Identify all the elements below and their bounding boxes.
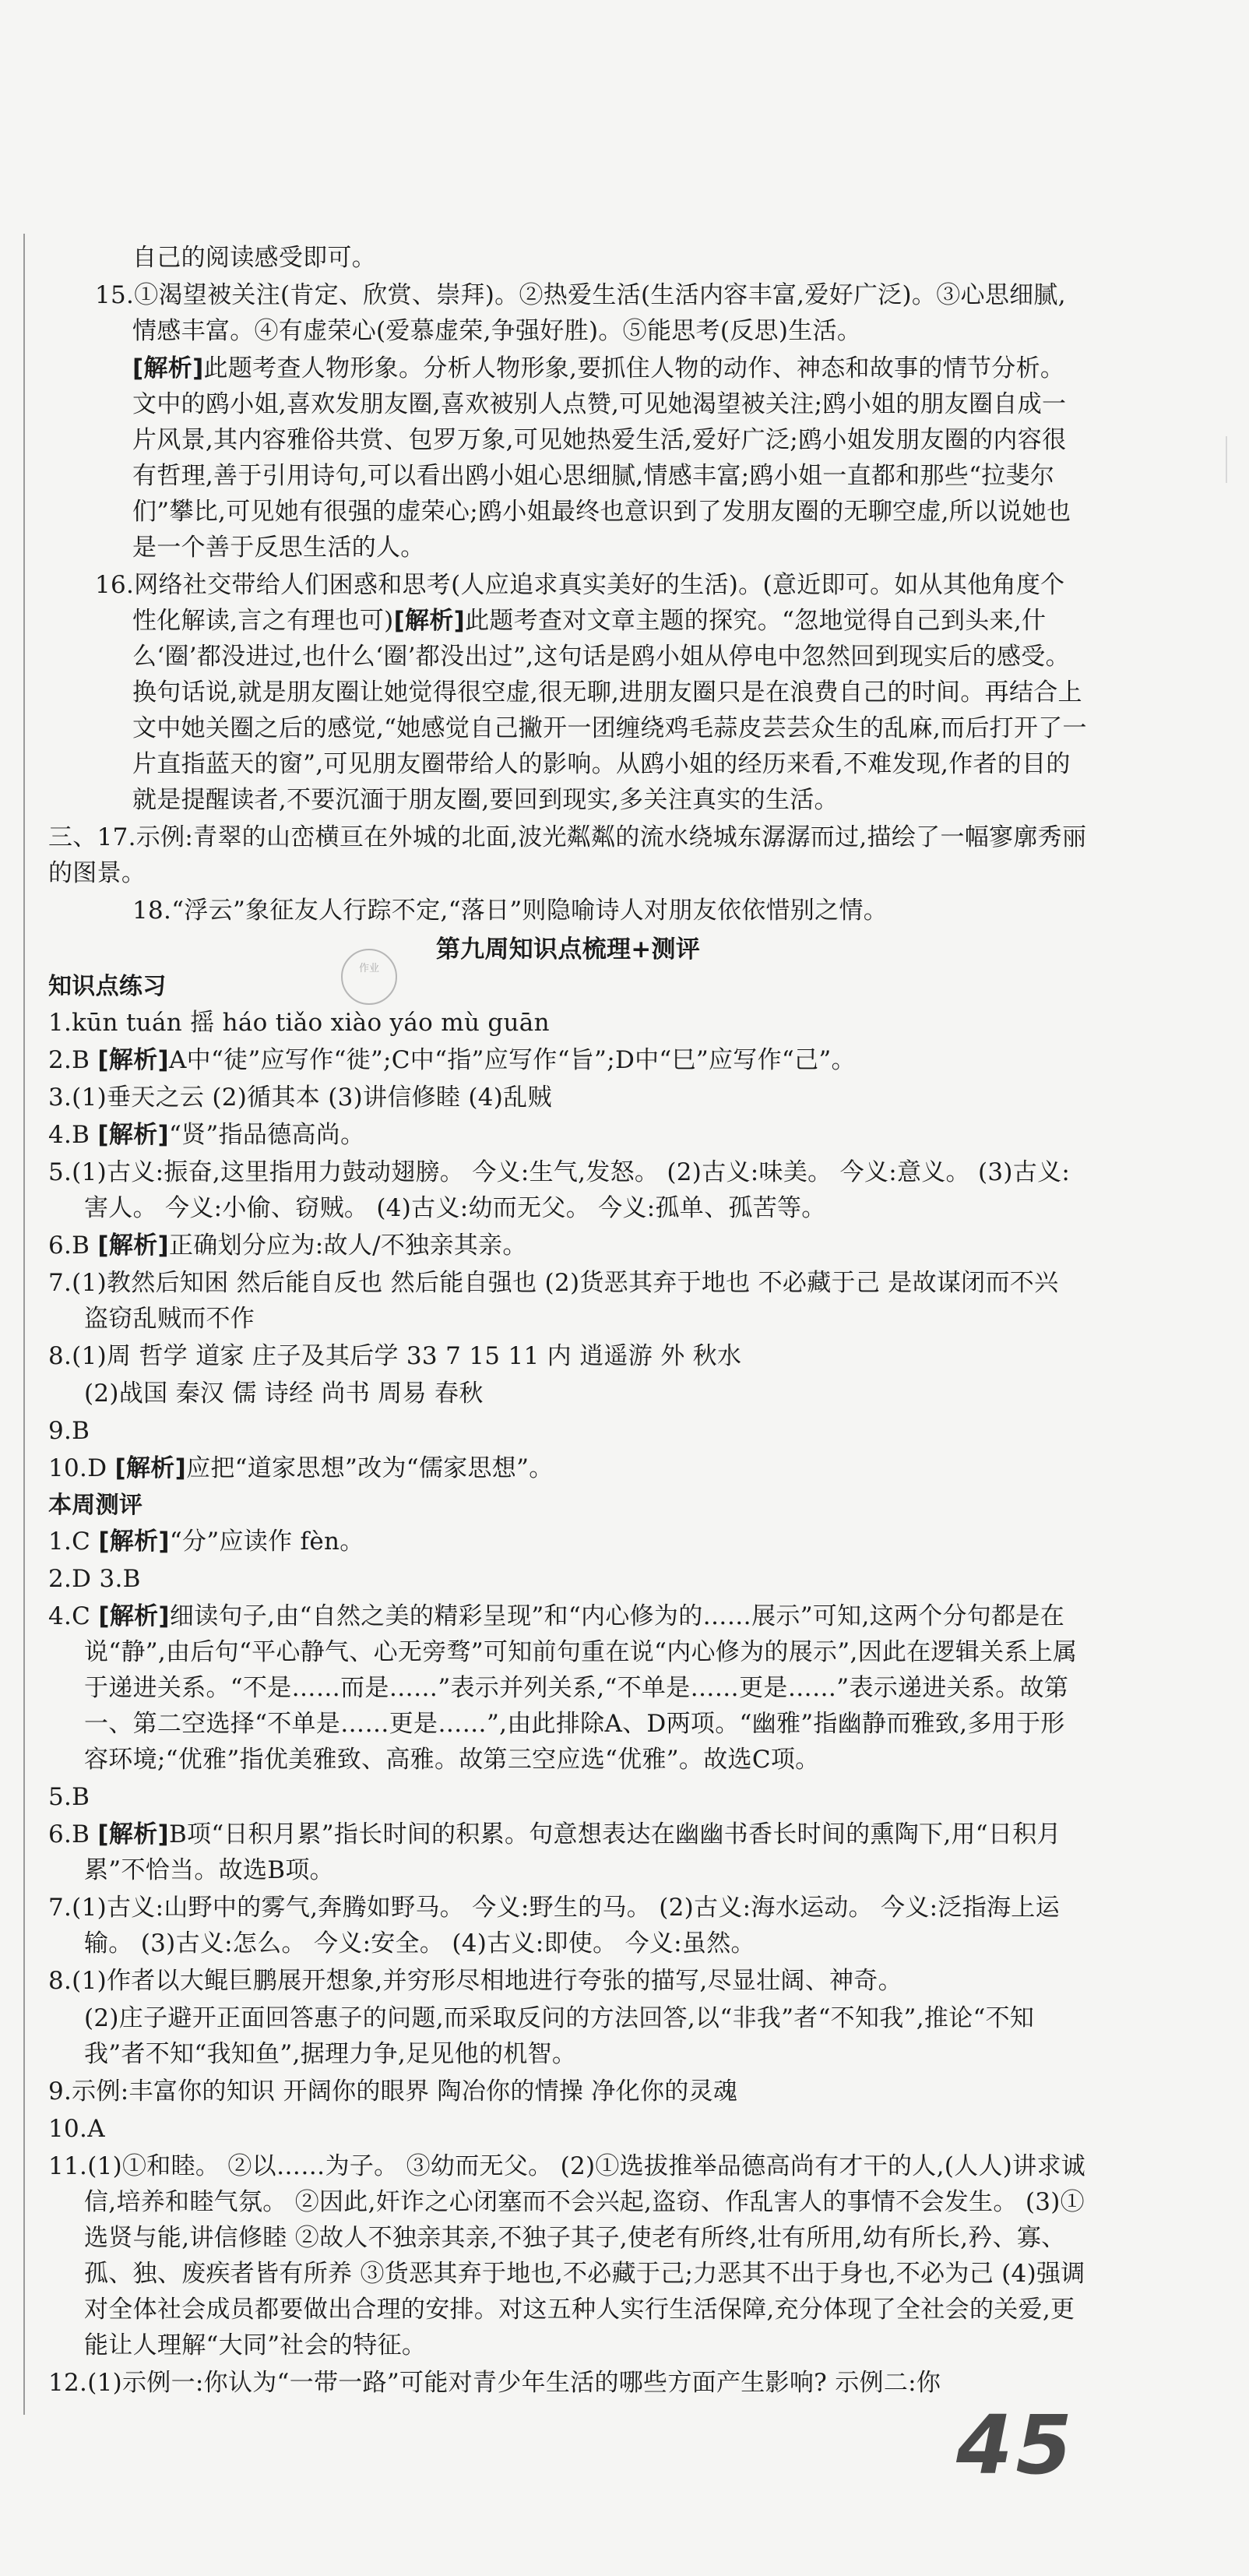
answer-item — [48, 1779, 1088, 1815]
answer-item — [48, 277, 1088, 349]
answer-text: 本周测评 — [48, 1492, 143, 1519]
answer-text: 2.B — [48, 1046, 98, 1074]
answer-item — [48, 351, 1088, 566]
answer-content — [48, 240, 1088, 2402]
analysis-text: 正确划分应为:故人/不独亲其亲。 — [168, 1232, 527, 1260]
analysis-text: B项“日积月累”指长时间的积累。句意想表达在幽幽书香长时间的熏陶下,用“日积月累”不恰当。故选B项。 — [84, 1820, 1061, 1884]
answer-item — [48, 1413, 1088, 1449]
answer-text: 1.C — [48, 1528, 99, 1556]
page-number: 45 — [956, 2398, 1075, 2493]
analysis-tag: [解析] — [97, 1121, 169, 1149]
answer-item — [48, 1265, 1088, 1337]
analysis-text: “贤”指品德高尚。 — [168, 1121, 365, 1149]
analysis-tag: [解析] — [97, 1232, 169, 1260]
answer-item — [48, 240, 1088, 276]
analysis-text: A中“徒”应写作“徙”;C中“指”应写作“旨”;D中“巳”应写作“己”。 — [168, 1046, 856, 1074]
answer-text: 知识点练习 — [48, 973, 167, 1000]
section-heading — [48, 1488, 1088, 1524]
answer-item — [48, 1228, 1088, 1263]
answer-item — [48, 1817, 1088, 1888]
answer-item — [48, 2000, 1088, 2072]
answer-item — [48, 2074, 1088, 2109]
answer-item — [48, 893, 1088, 929]
answer-text: 7.(1)教然后知困 然后能自反也 然后能自强也 (2)货恶其弃于地也 不必藏于己 是故谋闭而不兴 盗窃乱贼而不作 — [48, 1269, 1059, 1333]
left-margin-rule — [23, 234, 25, 2415]
answer-text: 16.网络社交带给人们困惑和思考(人应追求真实美好的生活)。(意近即可。如从其他角度个性化解读,言之有理也可) — [95, 571, 1065, 635]
answer-text: 2.D 3.B — [48, 1565, 141, 1593]
answer-text: 4.C — [48, 1602, 99, 1630]
scan-mark — [1226, 436, 1227, 483]
answer-text: 11.(1)①和睦。 ②以……为子。 ③幼而无父。 (2)①选拔推举品德高尚有才干的人,(人人)讲求诚信,培养和睦气氛。 ②因此,奸诈之心闭塞而不会兴起,盗窃、作乱害人的事情不会发生。 (3)①选贤与能,讲信修睦 ②故人不独亲其亲,不独子其子,使老有所终,壮有所用,幼有所长,矜、寡、孤、独、废疾者皆有所养 ③货恶其弃于地也,不必藏于己;力恶其不出于身也,不必为己 (4)强调对全体社会成员都要做出合理的安排。对这五种人实行生活保障,充分体现了全社会的关爱,更能让人理解“大同”社会的特征。 — [48, 2152, 1086, 2359]
answer-text: 4.B — [48, 1121, 98, 1149]
answer-item — [48, 567, 1088, 818]
answer-item — [48, 1450, 1088, 1486]
answer-text: 18.“浮云”象征友人行踪不定,“落日”则隐喻诗人对朋友依依惜别之情。 — [132, 897, 888, 925]
answer-text: 9.示例:丰富你的知识 开阔你的眼界 陶冶你的情操 净化你的灵魂 — [48, 2077, 738, 2106]
answer-item — [48, 819, 1088, 891]
analysis-text: “分”应读作 fèn。 — [169, 1528, 364, 1556]
answer-item — [48, 1890, 1088, 1961]
answer-text: 10.D — [48, 1454, 115, 1482]
answer-text: 10.A — [48, 2115, 105, 2143]
stamp-text: 作业 — [358, 963, 379, 974]
answer-text: 15.①渴望被关注(肯定、欣赏、崇拜)。②热爱生活(生活内容丰富,爱好广泛)。③心思细腻,情感丰富。④有虚荣心(爱慕虚荣,争强好胜)。⑤能思考(反思)生活。 — [95, 281, 1066, 345]
answer-text: 自己的阅读感受即可。 — [132, 244, 376, 272]
analysis-tag: [解析] — [97, 1046, 169, 1074]
answer-item — [48, 1963, 1088, 1999]
answer-text: 7.(1)古义:山野中的雾气,奔腾如野马。 今义:野生的马。 (2)古义:海水运动。 今义:泛指海上运输。 (3)古义:怎么。 今义:安全。 (4)古义:即使。 今义:虽然。 — [48, 1894, 1060, 1958]
answer-text: 6.B — [48, 1820, 98, 1848]
answer-text: 8.(1)作者以大鲲巨鹏展开想象,并穷形尽相地进行夸张的描写,尽显壮阔、神奇。 — [48, 1967, 902, 1995]
answer-text: 三、17.示例:青翠的山峦横亘在外城的北面,波光粼粼的流水绕城东潺潺而过,描绘了一幅寥廓秀丽的图景。 — [48, 823, 1087, 887]
answer-item — [48, 1117, 1088, 1153]
answer-text: 第九周知识点梳理+测评 — [435, 936, 701, 964]
analysis-tag: [解析] — [98, 1528, 170, 1556]
answer-text: 5.(1)古义:振奋,这里指用力鼓动翅膀。 今义:生气,发怒。 (2)古义:味美。 今义:意义。 (3)古义:害人。 今义:小偷、窃贼。 (4)古义:幼而无父。 今义:孤单、孤苦等。 — [48, 1158, 1071, 1222]
answer-text: 9.B — [48, 1417, 90, 1445]
answer-item — [48, 1598, 1088, 1778]
answer-text: 12.(1)示例一:你认为“一带一路”可能对青少年生活的哪些方面产生影响? 示例二:你 — [48, 2369, 941, 2397]
analysis-tag: [解析] — [97, 1820, 169, 1848]
homework-stamp — [341, 949, 397, 1005]
answer-text: 1.kūn tuán 摇 háo tiǎo xiào yáo mù guān — [48, 1009, 550, 1037]
answer-text: 此题考查人物形象。分析人物形象,要抓住人物的动作、神态和故事的情节分析。文中的鸥小姐,喜欢发朋友圈,喜欢被别人点赞,可见她渴望被关注;鸥小姐的朋友圈自成一片风景,其内容雅俗共赏、包罗万象,可见她热爱生活,爱好广泛;鸥小姐发朋友圈的内容很有哲理,善于引用诗句,可以看出鸥小姐心思细腻,情感丰富;鸥小姐一直都和那些“拉斐尔们”攀比,可见她有很强的虚荣心;鸥小姐最终也意识到了发朋友圈的无聊空虚,所以说她也是一个善于反思生活的人。 — [132, 354, 1071, 562]
analysis-tag: [解析] — [98, 1602, 170, 1630]
answer-text: (2)战国 秦汉 儒 诗经 尚书 周易 春秋 — [84, 1380, 484, 1408]
answer-text: 6.B — [48, 1232, 98, 1260]
week-heading — [48, 932, 1088, 967]
answer-item — [48, 1154, 1088, 1226]
answer-item — [48, 1338, 1088, 1374]
answer-text: (2)庄子避开正面回答惠子的问题,而采取反问的方法回答,以“非我”者“不知我”,推论“不知我”者不知“我知鱼”,据理力争,足见他的机智。 — [84, 2004, 1035, 2068]
answer-text: 3.(1)垂天之云 (2)循其本 (3)讲信修睦 (4)乱贼 — [48, 1084, 552, 1112]
answer-text: 8.(1)周 哲学 道家 庄子及其后学 33 7 15 11 内 逍遥游 外 秋水 — [48, 1342, 742, 1370]
analysis-text: 细读句子,由“自然之美的精彩呈现”和“内心修为的……展示”可知,这两个分句都是在说“静”,由后句“平心静气、心无旁骛”可知前句重在说“内心修为的展示”,因此在逻辑关系上属于递进关系。“不是……而是……”表示并列关系,“不单是……更是……”表示递进关系。故第一、第二空选择“不单是……更是……”,由此排除A、D两项。“幽雅”指幽静而雅致,多用于形容环境;“优雅”指优美雅致、高雅。故第三空应选“优雅”。故选C项。 — [84, 1602, 1078, 1774]
section-heading — [48, 969, 1088, 1005]
answer-item — [48, 1080, 1088, 1115]
answer-item — [48, 2148, 1088, 2363]
analysis-text: 应把“道家思想”改为“儒家思想”。 — [186, 1454, 554, 1482]
analysis-tag: [解析] — [132, 354, 204, 382]
answer-item — [48, 2111, 1088, 2147]
analysis-tag: [解析] — [114, 1454, 187, 1482]
answer-item — [48, 1376, 1088, 1411]
answer-text: 5.B — [48, 1783, 90, 1811]
answer-item — [48, 1005, 1088, 1041]
analysis-tag: [解析] — [393, 607, 466, 635]
analysis-text: 此题考查对文章主题的探究。“忽地觉得自己到头来,什么‘圈’都没进过,也什么‘圈’都没出过”,这句话是鸥小姐从停电中忽然回到现实后的感受。换句话说,就是朋友圈让她觉得很空虚,很无聊,进朋友圈只是在浪费自己的时间。再结合上文中她关圈之后的感觉,“她感觉自己撇开一团缠绕鸡毛蒜皮芸芸众生的乱麻,而后打开了一片直指蓝天的窗”,可见朋友圈带给人的影响。从鸥小姐的经历来看,不难发现,作者的目的就是提醒读者,不要沉湎于朋友圈,要回到现实,多关注真实的生活。 — [132, 607, 1087, 814]
answer-item — [48, 1042, 1088, 1078]
answer-item — [48, 2365, 1088, 2401]
answer-item — [48, 1524, 1088, 1559]
answer-item — [48, 1561, 1088, 1597]
